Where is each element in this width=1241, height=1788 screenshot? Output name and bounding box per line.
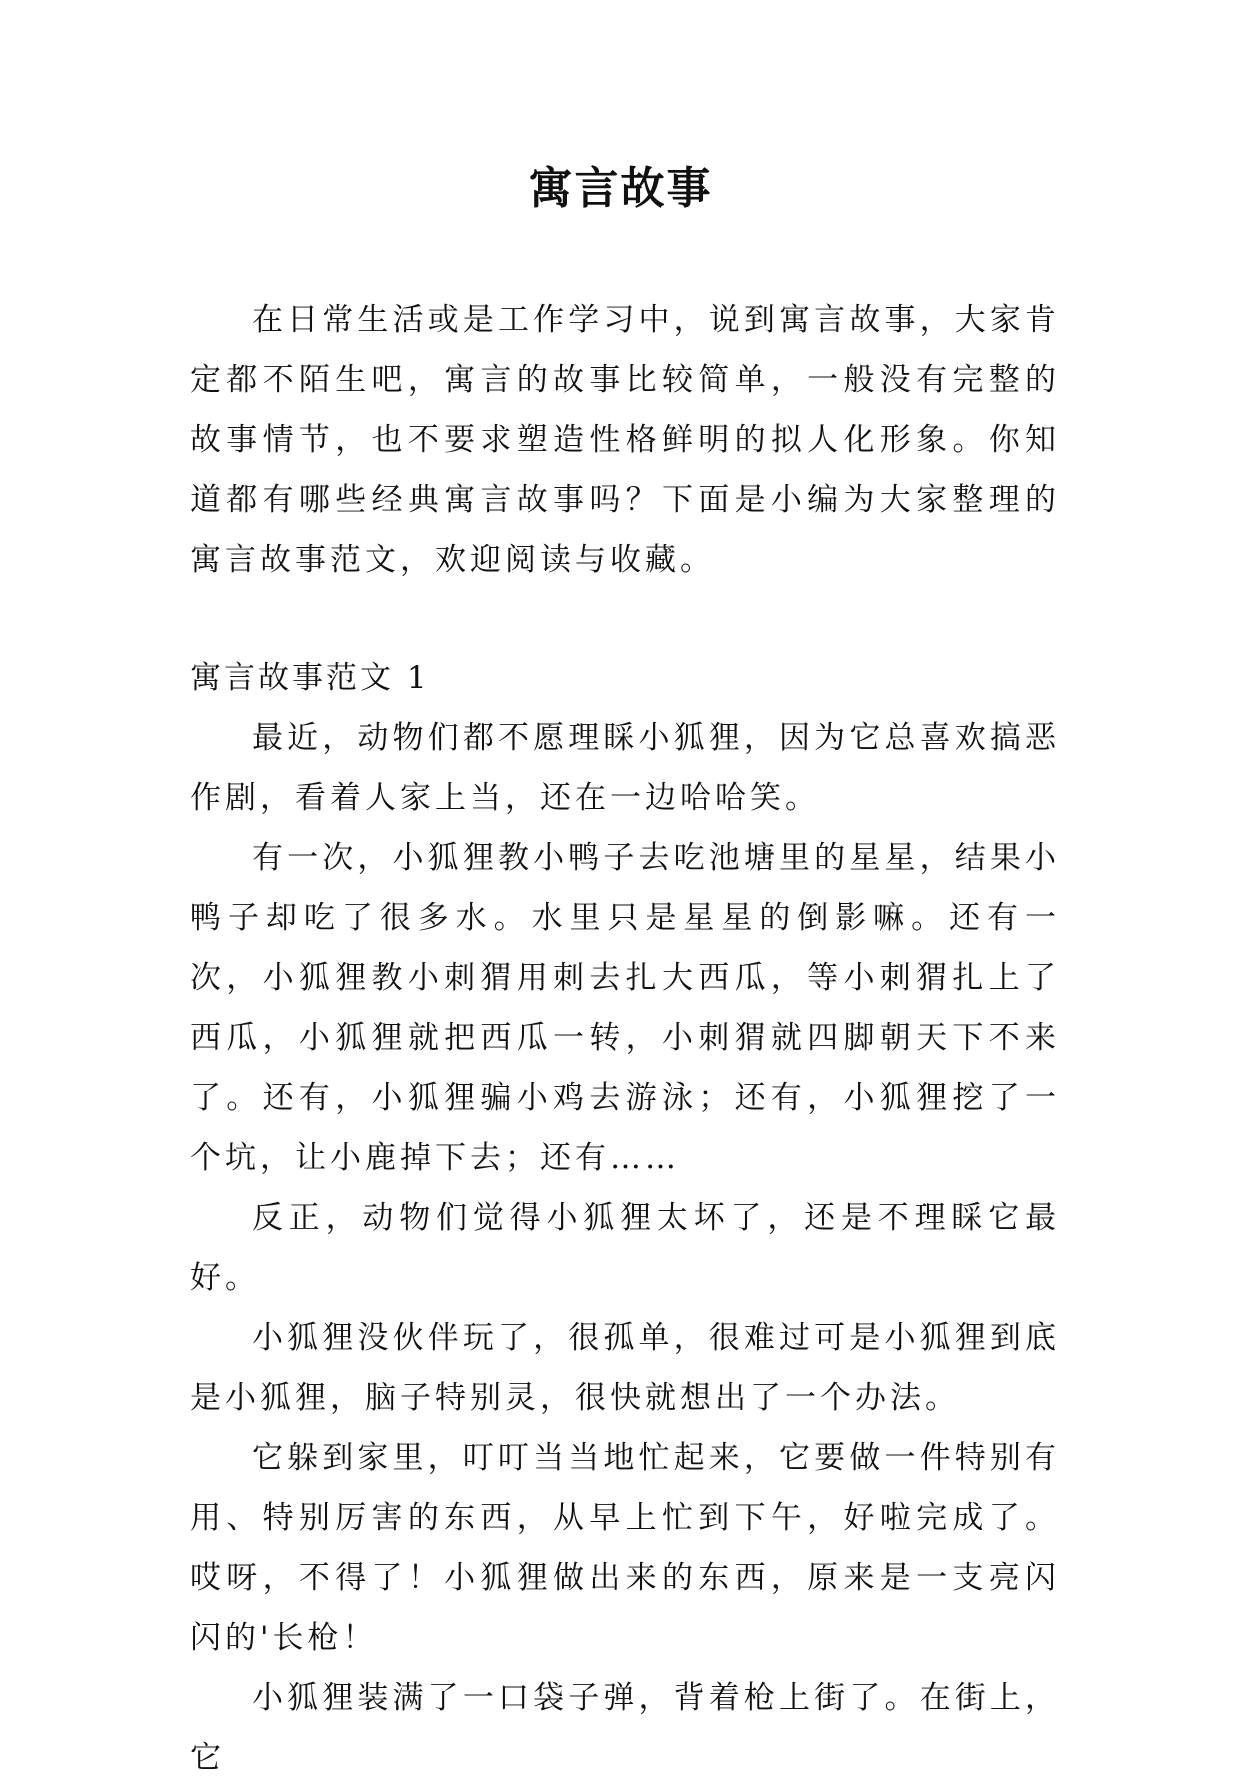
body-paragraph: 它躲到家里，叮叮当当地忙起来，它要做一件特别有用、特别厉害的东西，从早上忙到下午，好啦完成了。哎呀，不得了！小狐狸做出来的东西，原来是一支亮闪闪的'长枪！ [190,1440,1060,1656]
intro-paragraph: 在日常生活或是工作学习中，说到寓言故事，大家肯定都不陌生吧，寓言的故事比较简单，一般没有完整的故事情节，也不要求塑造性格鲜明的拟人化形象。你知道都有哪些经典寓言故事吗？下面是小编为大家整理的寓言故事范文，欢迎阅读与收藏。 [190,302,1060,578]
section-heading: 寓言故事范文 1 [190,660,430,696]
document-title: 寓言故事 [528,163,713,214]
document-body [190,290,1060,1788]
body-paragraph: 小狐狸装满了一口袋子弹，背着枪上街了。在街上，它 [190,1680,1060,1776]
body-paragraph: 反正，动物们觉得小狐狸太坏了，还是不理睬它最好。 [190,1200,1060,1296]
body-paragraph: 有一次，小狐狸教小鸭子去吃池塘里的星星，结果小鸭子却吃了很多水。水里只是星星的倒影嘛。还有一次，小狐狸教小刺猬用刺去扎大西瓜，等小刺猬扎上了西瓜，小狐狸就把西瓜一转，小刺猬就四脚朝天下不来了。还有，小狐狸骗小鸡去游泳；还有，小狐狸挖了一个坑，让小鹿掉下去；还有…… [190,840,1060,1176]
body-paragraph: 最近，动物们都不愿理睬小狐狸，因为它总喜欢搞恶作剧，看着人家上当，还在一边哈哈笑。 [190,720,1060,816]
body-paragraph: 小狐狸没伙伴玩了，很孤单，很难过可是小狐狸到底是小狐狸，脑子特别灵，很快就想出了一个办法。 [190,1320,1060,1416]
